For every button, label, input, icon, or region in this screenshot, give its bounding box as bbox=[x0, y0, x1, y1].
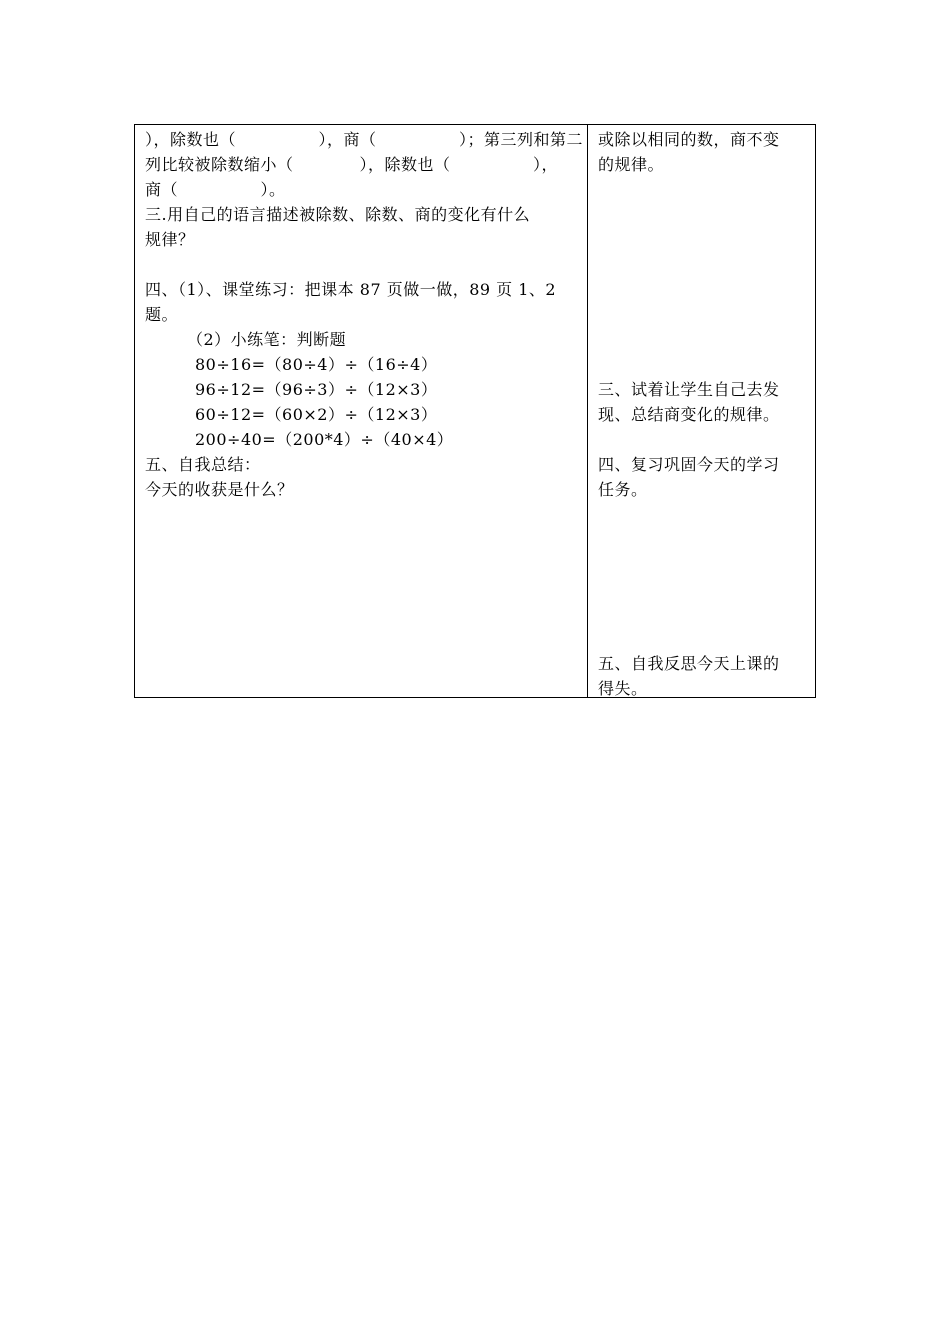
equation-line: 200÷40=（200*4）÷（40×4） bbox=[195, 430, 454, 449]
intent-line: 任务。 bbox=[598, 480, 648, 499]
design-intent-column bbox=[588, 125, 815, 697]
content-line: ），除数也（ ），商（ ）；第三列和第二 bbox=[145, 130, 584, 149]
teaching-content-column bbox=[135, 125, 588, 697]
equation-line: 96÷12=（96÷3）÷（12×3） bbox=[195, 380, 438, 399]
lesson-plan-table bbox=[134, 124, 816, 698]
equation-line: 80÷16=（80÷4）÷（16÷4） bbox=[195, 355, 438, 374]
content-line: 四、（1）、课堂练习：把课本 87 页做一做，89 页 1、2 bbox=[145, 280, 557, 299]
content-line: 五、自我总结： bbox=[145, 455, 261, 474]
content-line: （2）小练笔：判断题 bbox=[187, 330, 347, 349]
content-line: 今天的收获是什么？ bbox=[145, 480, 294, 499]
equation-line: 60÷12=（60×2）÷（12×3） bbox=[195, 405, 438, 424]
content-line: 规律？ bbox=[145, 230, 195, 249]
intent-line: 得失。 bbox=[598, 679, 648, 698]
content-line: 题。 bbox=[145, 305, 179, 324]
content-line: 商（ ）。 bbox=[145, 180, 286, 199]
intent-line: 三、试着让学生自己去发 bbox=[598, 380, 780, 399]
content-line: 列比较被除数缩小（ ），除数也（ ）， bbox=[145, 155, 559, 174]
intent-line: 现、总结商变化的规律。 bbox=[598, 405, 780, 424]
intent-line: 五、自我反思今天上课的 bbox=[598, 654, 780, 673]
content-line: 三.用自己的语言描述被除数、除数、商的变化有什么 bbox=[145, 205, 531, 224]
intent-line: 四、复习巩固今天的学习 bbox=[598, 455, 780, 474]
intent-line: 的规律。 bbox=[598, 155, 665, 174]
intent-line: 或除以相同的数，商不变 bbox=[598, 130, 780, 149]
